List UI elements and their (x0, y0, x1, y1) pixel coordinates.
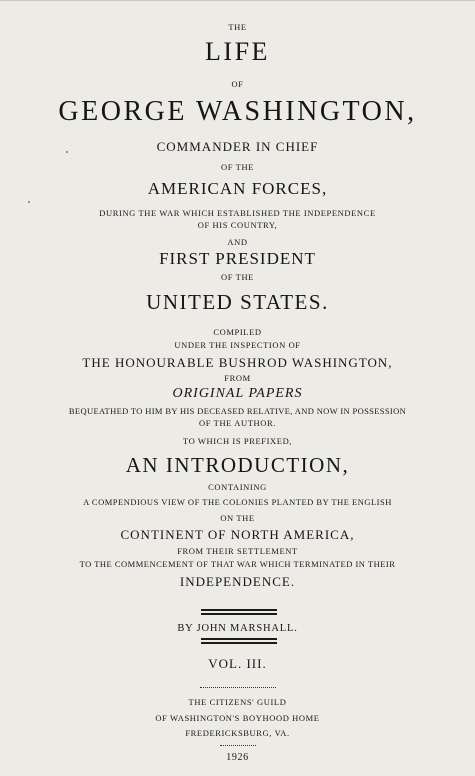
title-life: LIFE (205, 37, 270, 66)
dotted-divider-2 (220, 745, 256, 746)
on-the-label: ON THE (220, 513, 255, 523)
compendious-view: A COMPENDIOUS VIEW OF THE COLONIES PLANTED BY THE ENGLISH (83, 497, 392, 507)
title-subject: GEORGE WASHINGTON, (58, 96, 417, 127)
subtitle-during-2: OF HIS COUNTRY, (197, 220, 278, 230)
under-inspection: UNDER THE INSPECTION OF (174, 340, 301, 350)
subtitle-and: AND (227, 237, 248, 247)
introduction-heading: AN INTRODUCTION, (125, 453, 350, 477)
bequeathed-line-1: BEQUEATHED TO HIM BY HIS DECEASED RELATIVE, AND NOW IN POSSESSION (68, 406, 407, 416)
title-of: OF (231, 79, 244, 89)
bushrod-washington: THE HONOURABLE BUSHROD WASHINGTON, (82, 355, 393, 370)
subtitle-during-1: DURING THE WAR WHICH ESTABLISHED THE INDEPENDENCE (99, 208, 376, 218)
independence-line: INDEPENDENCE. (179, 574, 296, 589)
compiled-label: COMPILED (213, 327, 262, 337)
subtitle-united-states: UNITED STATES. (146, 290, 329, 314)
paper-speck (28, 201, 30, 203)
author-line: BY JOHN MARSHALL. (177, 623, 298, 634)
subtitle-of-the-2: OF THE (221, 272, 254, 282)
bequeathed-line-2: OF THE AUTHOR. (199, 418, 276, 428)
double-rule-top (201, 609, 277, 611)
original-papers: ORIGINAL PAPERS (172, 386, 303, 401)
article-the: THE (228, 22, 247, 32)
publication-year: 1926 (226, 752, 249, 763)
subtitle-forces: AMERICAN FORCES, (147, 179, 328, 198)
double-rule-2-top (201, 638, 277, 640)
publisher-city: FREDERICKSBURG, VA. (185, 728, 290, 738)
from-label: FROM (224, 373, 251, 383)
containing-label: CONTAINING (208, 482, 267, 492)
subtitle-first-president: FIRST PRESIDENT (159, 249, 316, 268)
dotted-divider (200, 687, 276, 688)
prefixed-label: TO WHICH IS PREFIXED, (182, 436, 293, 446)
continent-line: CONTINENT OF NORTH AMERICA, (120, 527, 355, 542)
settlement-line: FROM THEIR SETTLEMENT (177, 546, 298, 556)
commencement-line: TO THE COMMENCEMENT OF THAT WAR WHICH TERMINATED IN THEIR (79, 559, 396, 569)
double-rule-2-bottom (201, 642, 277, 644)
double-rule-bottom (201, 613, 277, 615)
subtitle-of-the: OF THE (221, 162, 254, 172)
publisher-line-2: OF WASHINGTON'S BOYHOOD HOME (155, 713, 320, 723)
volume-number: VOL. III. (208, 656, 267, 671)
subtitle-role: COMMANDER IN CHIEF (156, 139, 319, 154)
publisher-line-1: THE CITIZENS' GUILD (188, 697, 287, 707)
paper-speck (66, 151, 68, 153)
